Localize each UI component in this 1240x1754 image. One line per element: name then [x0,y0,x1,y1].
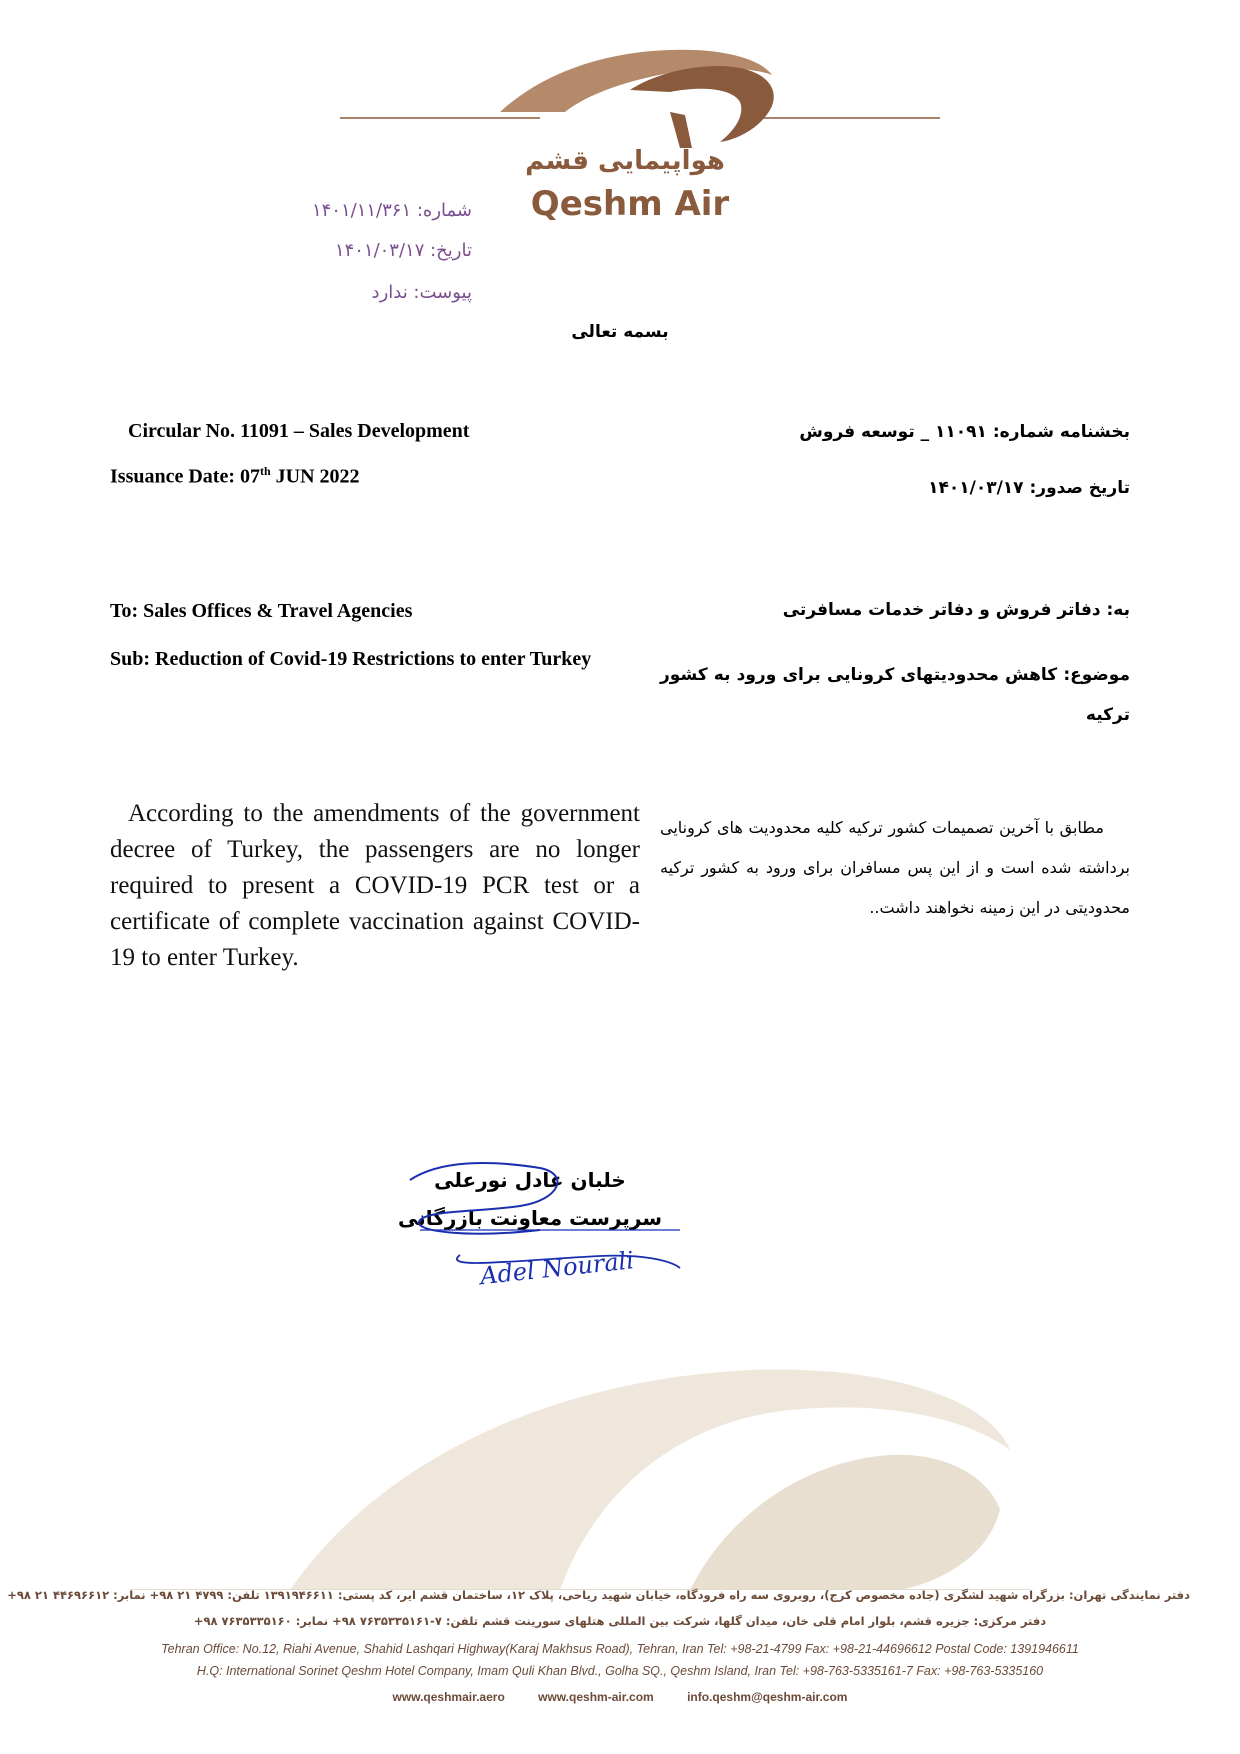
letter-attachment: پیوست: ندارد [371,282,472,303]
signatory-name: خلبان عادل نورعلی [434,1168,626,1192]
body-text-en: According to the amendments of the government decree of Turkey, the passengers are no longer required to present a COVID-19 PCR test or a certificate of complete vaccination against COVID-19 to enter Turkey. [110,800,640,971]
circular-title-fa: بخشنامه شماره: ۱۱۰۹۱ _ توسعه فروش [799,422,1130,442]
letter-number: شماره: ۱۴۰۱/۱۱/۳۶۱ [311,200,472,221]
brand-name-english: Qeshm Air [530,184,730,224]
body-text-fa: مطابق با آخرین تصمیمات کشور ترکیه کلیه محدودیت های کرونایی برداشته شده است و از این پس مسافران برای ورود به کشور ترکیه محدودیتی در این زمینه نخواهند داشت.. [660,818,1130,917]
svg-text:Adel Nourali: Adel Nourali [478,1246,636,1290]
subject-en: Sub: Reduction of Covid-19 Restrictions to enter Turkey [110,648,592,670]
website-link-com[interactable]: www.qeshm-air.com [538,1690,654,1704]
subject-fa: موضوع: کاهش محدودیتهای کرونایی برای ورود به کشور ترکیه [660,665,1130,725]
basmala-heading: بسمه تعالی [571,322,669,342]
letter-date: تاریخ: ۱۴۰۱/۰۳/۱۷ [334,240,472,261]
issuance-date-fa: تاریخ صدور: ۱۴۰۱/۰۳/۱۷ [928,478,1130,498]
footer-hq-address-fa: دفتر مرکزی: جزیره قشم، بلوار امام قلی خان، میدان گلها، شرکت بین المللی هتلهای سورینت قشم تلفن: ۷-۷۶۳۵۳۳۵۱۶۱ ۹۸+ نمابر: ۷۶۳۵۳۳۵۱۶۰ ۹۸+ [193,1614,1047,1628]
brand-name-farsi: هواپیمایی قشم [525,146,725,176]
issuance-date-en: Issuance Date: 07th JUN 2022 [110,464,360,488]
footer-tehran-address-en: Tehran Office: No.12, Riahi Avenue, Shahid Lashqari Highway(Karaj Makhsus Road), Tehran, Iran Tel: +98-21-4799 Fax: +98-21-44696612 Postal Code: 1391946611 [161,1642,1079,1656]
footer-hq-address-en: H.Q: International Sorinet Qeshm Hotel Company, Imam Quli Khan Blvd., Golha SQ., Qeshm Island, Iran Tel: +98-763-5335161-7 Fax: +98-763-5335160 [196,1664,1044,1678]
watermark-logo-icon [130,1340,1030,1590]
recipient-fa: به: دفاتر فروش و دفاتر خدمات مسافرتی [782,600,1130,620]
recipient-en: To: Sales Offices & Travel Agencies [110,600,413,622]
footer-contacts [50,1690,1190,1704]
handwritten-signature-icon [400,1160,700,1290]
email-link[interactable]: info.qeshm@qeshm-air.com [687,1690,848,1704]
website-link-aero[interactable]: www.qeshmair.aero [392,1690,505,1704]
footer-tehran-address-fa: دفتر نمایندگی تهران: بزرگراه شهید لشگری (جاده مخصوص کرج)، روبروی سه راه فرودگاه، خیابان شهید ریاحی، پلاک ۱۲، ساختمان قشم ایر، کد پستی: ۱۳۹۱۹۴۶۶۱۱ تلفن: ۴۷۹۹ ۲۱ ۹۸+ نمابر: ۴۴۶۹۶۶۱۲ ۲۱ ۹۸+ [7,1588,1190,1602]
signatory-title: سرپرست معاونت بازرگانی [397,1206,663,1230]
circular-title-en: Circular No. 11091 – Sales Development [128,420,470,442]
